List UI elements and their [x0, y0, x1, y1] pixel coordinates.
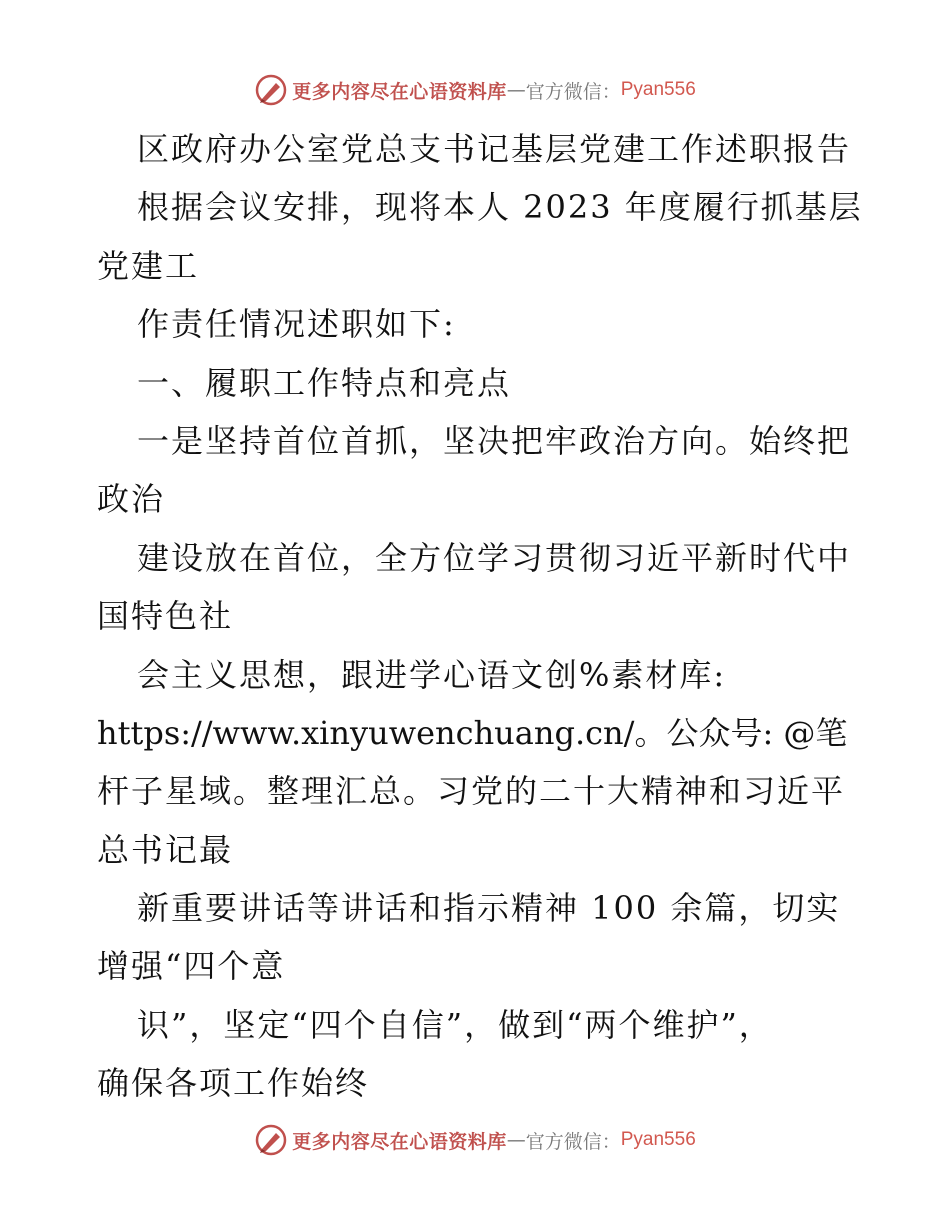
watermark-account-label: 官方微信： [525, 80, 621, 103]
document-body [97, 120, 863, 1113]
paragraph-line-url: https://www.xinyuwenchuang.cn/。公众号: @笔 [97, 713, 848, 752]
watermark-dash: — [506, 79, 526, 101]
document-title: 区政府办公室党总支书记基层党建工作述职报告 [137, 130, 852, 168]
paragraph-line: 识”，坚定“四个自信”，做到“两个维护”， [137, 1005, 773, 1044]
pen-logo-icon [254, 73, 288, 107]
watermark-dash: — [506, 1129, 526, 1151]
paragraph-line: 总书记最 [97, 830, 234, 869]
watermark-account-label: 官方微信： [525, 1130, 621, 1153]
paragraph-line: 杆子星域。整理汇总。习党的二十大精神和习近平 [97, 772, 846, 811]
footer-watermark [0, 1120, 950, 1160]
watermark-brand-text: 更多内容尽在心语资料库 [292, 1130, 507, 1153]
paragraph-line: 新重要讲话等讲话和指示精神 100 余篇，切实 [137, 889, 841, 928]
header-watermark [0, 70, 950, 110]
paragraph-line: 会主义思想，跟进学心语文创%素材库: [137, 655, 727, 694]
paragraph-line: 建设放在首位，全方位学习贯彻习近平新时代中 [137, 538, 852, 577]
watermark-account-id: Pyan556 [620, 79, 696, 100]
paragraph-line: 确保各项工作始终 [97, 1064, 370, 1103]
paragraph-line: 增强“四个意 [97, 947, 286, 986]
watermark-account-id: Pyan556 [620, 1129, 696, 1150]
section-heading: 一、履职工作特点和亮点 [137, 363, 512, 402]
paragraph-line: 一是坚持首位首抓，坚决把牢政治方向。始终把 [137, 421, 852, 460]
paragraph-line: 作责任情况述职如下: [137, 305, 456, 344]
pen-logo-icon [254, 1123, 288, 1157]
paragraph-line: 国特色社 [97, 597, 234, 636]
paragraph-line: 政治 [97, 480, 166, 519]
watermark-brand-text: 更多内容尽在心语资料库 [292, 80, 507, 103]
paragraph-line: 党建工 [97, 246, 200, 285]
paragraph-line: 根据会议安排，现将本人 2023 年度履行抓基层 [137, 188, 863, 227]
